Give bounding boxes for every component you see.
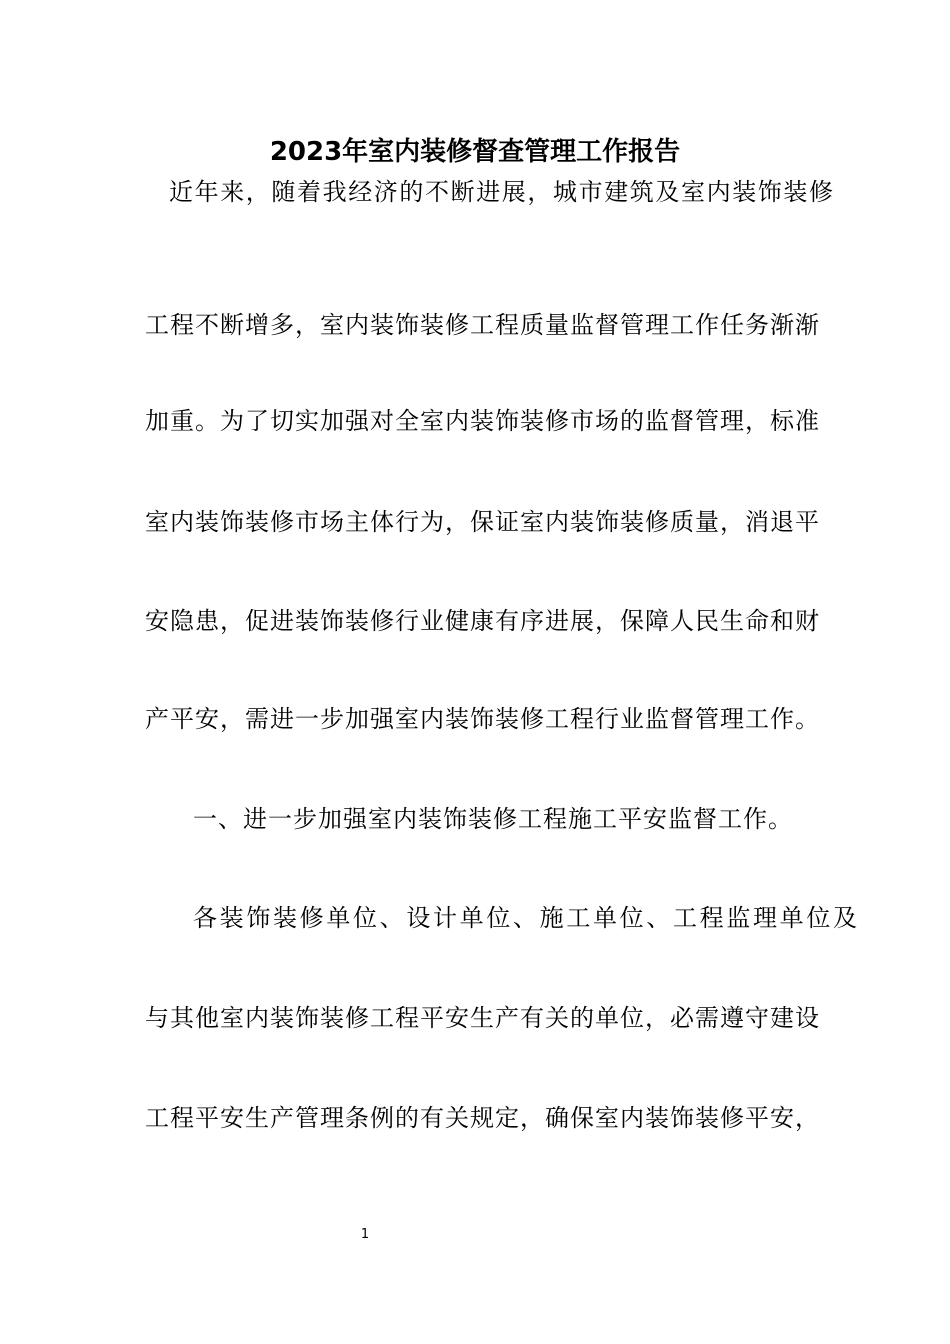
page-number: 1 <box>360 1227 370 1242</box>
paragraph-line-9: 工程平安生产管理条例的有关规定，确保室内装饰装修平安， <box>145 1104 820 1132</box>
paragraph-line-5: 安隐患，促进装饰装修行业健康有序进展，保障人民生命和财 <box>145 607 820 635</box>
paragraph-line-6: 产平安，需进一步加强室内装饰装修工程行业监督管理工作。 <box>145 705 820 733</box>
section-heading-1: 一、进一步加强室内装饰装修工程施工平安监督工作。 <box>193 805 793 833</box>
paragraph-line-4: 室内装饰装修市场主体行为，保证室内装饰装修质量，消退平 <box>145 508 820 536</box>
paragraph-line-2: 工程不断增多，室内装饰装修工程质量监督管理工作任务渐渐 <box>145 311 820 339</box>
paragraph-line-7: 各装饰装修单位、设计单位、施工单位、工程监理单位及 <box>193 904 858 932</box>
paragraph-line-3: 加重。为了切实加强对全室内装饰装修市场的监督管理，标准 <box>145 407 820 435</box>
document-title: 2023年室内装修督查管理工作报告 <box>269 137 681 167</box>
paragraph-line-1: 近年来，随着我经济的不断进展，城市建筑及室内装饰装修 <box>169 178 834 206</box>
paragraph-line-8: 与其他室内装饰装修工程平安生产有关的单位，必需遵守建设 <box>145 1004 820 1032</box>
